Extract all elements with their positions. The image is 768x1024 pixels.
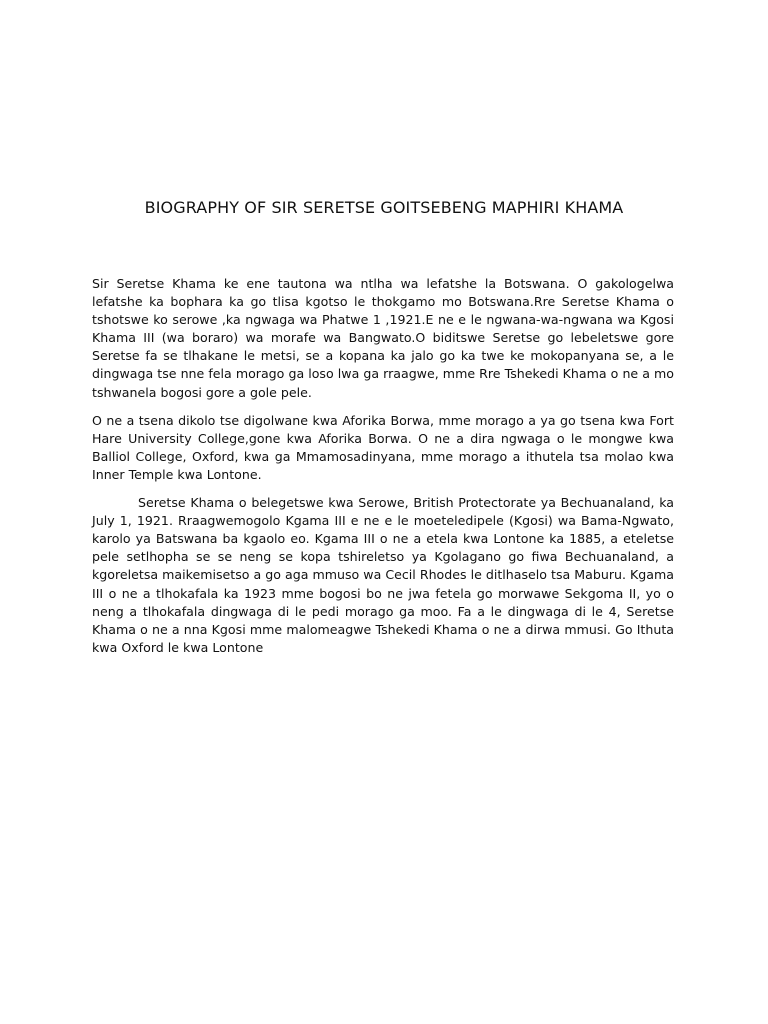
paragraph-education: O ne a tsena dikolo tse digolwane kwa Aforika Borwa, mme morago a ya go tsena kwa Fort Hare University College,gone kwa Aforika Borwa. O ne a dira ngwaga o le mongwe kwa Balliol College, Oxford, kwa ga Mmamosadinyana, mme morago a ithutela tsa molao kwa Inner Temple kwa Lontone. (92, 412, 674, 482)
document-body (92, 275, 674, 667)
paragraph-background: Seretse Khama o belegetswe kwa Serowe, British Protectorate ya Bechuanaland, ka July 1, 1921. Rraagwemogolo Kgama III e ne e le moeteledipele (Kgosi) wa Bama-Ngwato, karolo ya Batswana ba kgaolo eo. Kgama III o ne a etela kwa Lontone ka 1885, a eteletse pele setlhopha se se neng se kopa tshireletso ya Kgolagano go fiwa Bechuanaland, a kgoreletsa maikemisetso a go aga mmuso wa Cecil Rhodes le ditlhaselo tsa Maburu. Kgama III o ne a tlhokafala ka 1923 mme bogosi bo ne jwa fetela go morwawe Sekgoma II, yo o neng a tlhokafala dingwaga di le pedi morago ga moo. Fa a le dingwaga di le 4, Seretse Khama o ne a nna Kgosi mme malomeagwe Tshekedi Khama o ne a dirwa mmusi. Go Ithuta kwa Oxford le kwa Lontone (92, 495, 674, 655)
paragraph-intro: Sir Seretse Khama ke ene tautona wa ntlha wa lefatshe la Botswana. O gakologelwa lefatshe ka bophara ka go tlisa kgotso le thokgamo mo Botswana.Rre Seretse Khama o tshotswe ko serowe ,ka ngwaga wa Phatwe 1 ,1921.E ne e le ngwana-wa-ngwana wa Kgosi Khama III (wa boraro) wa morafe wa Bangwato.O biditswe Seretse go lebeletswe gore Seretse fa se tlhakane le metsi, se a kopana ka jalo go ka twe ke mokopanyana se, a le dingwaga tse nne fela morago ga loso lwa ga rraagwe, mme Rre Tshekedi Khama o ne a mo tshwanela bogosi gore a gole pele. (92, 276, 674, 400)
document-title: BIOGRAPHY OF SIR SERETSE GOITSEBENG MAPHIRI KHAMA (144, 198, 624, 217)
